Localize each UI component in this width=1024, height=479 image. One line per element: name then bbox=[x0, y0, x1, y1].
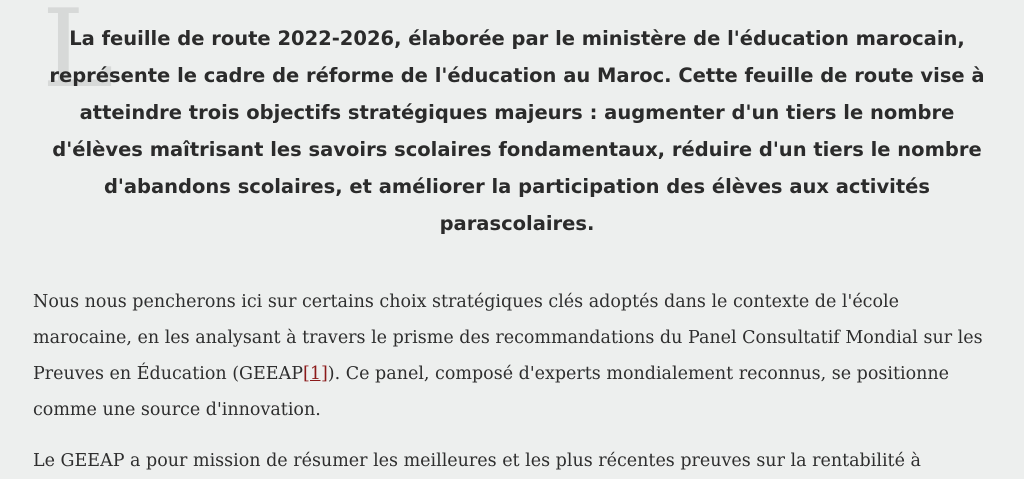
lead-paragraph: La feuille de route 2022-2026, élaborée par le ministère de l'éducation marocain, représente le cadre de réforme de l'éducation au Maroc. Cette feuille de route vise à atteindre trois objectifs stratégiques majeurs : augmenter d'un tiers le nombre d'élèves maîtrisant les savoirs scolaires fondamentaux, réduire d'un tiers le nombre d'abandons scolaires, et améliorer la participation des élèves aux activités parascolaires. bbox=[49, 27, 985, 235]
drop-cap: L bbox=[42, 0, 114, 112]
paragraph-text-before-footnote: Nous nous pencherons ici sur certains choix stratégiques clés adoptés dans le contexte de l'école marocaine, en les analysant à travers le prisme des recommandations du Panel Consultatif Mondial sur les Preuves en Éducation (GEEAP bbox=[33, 292, 983, 384]
body-paragraph-2: Le GEEAP a pour mission de résumer les meilleures et les plus récentes preuves sur la rentabilité à bbox=[33, 451, 921, 471]
body-paragraph-1 bbox=[33, 284, 983, 428]
paragraph-text-after-footnote: ). Ce panel, composé d'experts mondialement reconnus, se positionne comme une source d'innovation. bbox=[33, 364, 950, 420]
footnote-link[interactable]: [1] bbox=[303, 364, 328, 384]
